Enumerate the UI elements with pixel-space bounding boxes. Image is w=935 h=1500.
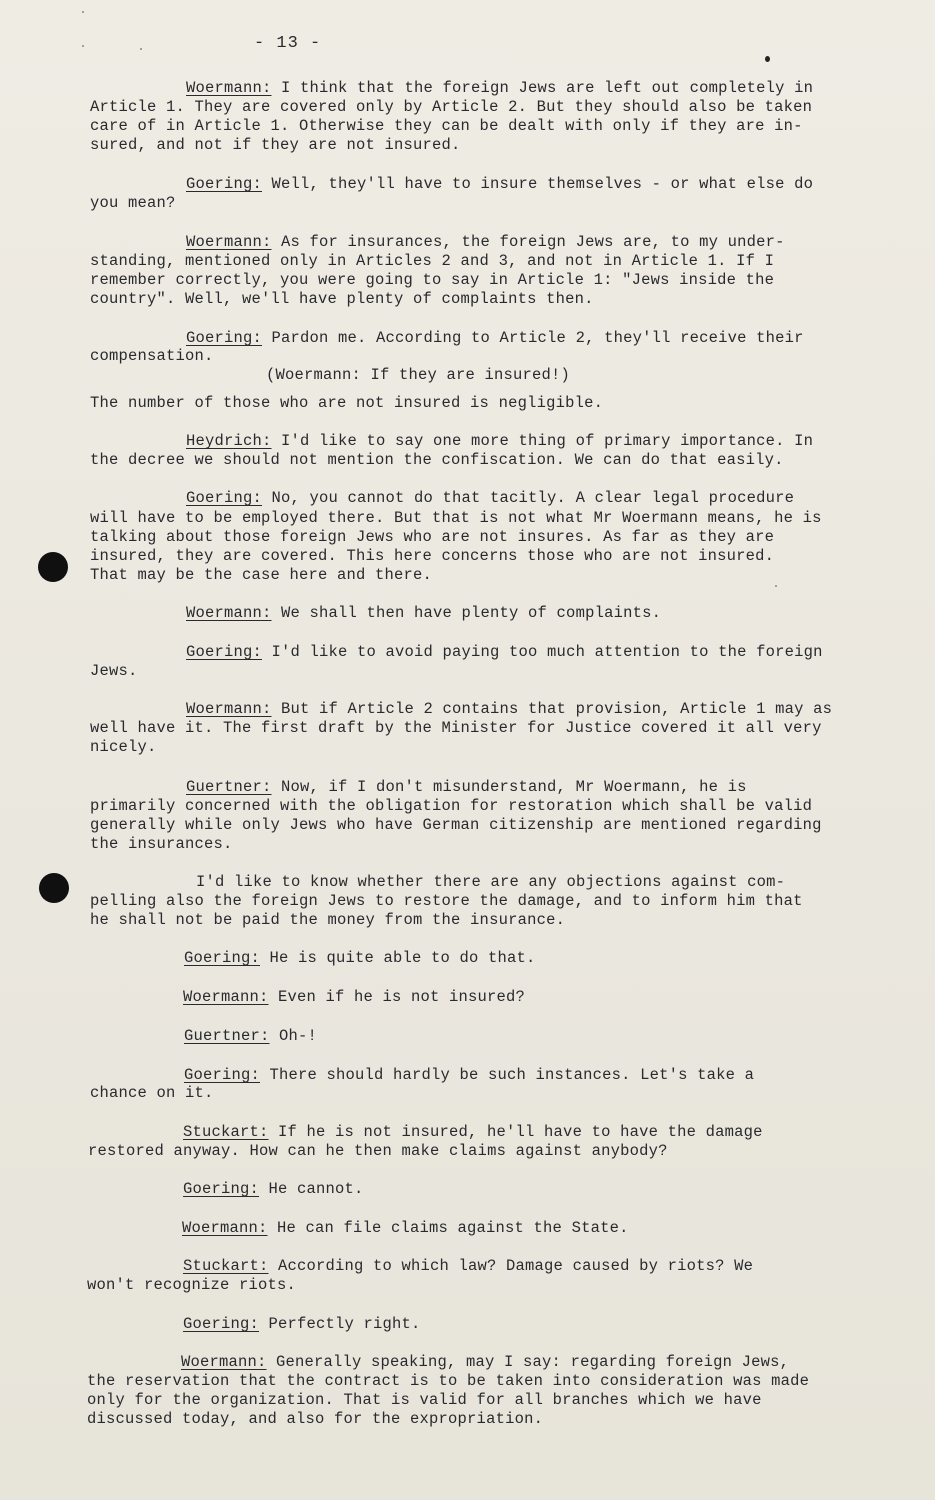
- dialogue-line: sured, and not if they are not insured.: [90, 136, 461, 154]
- dialogue-line: you mean?: [90, 194, 176, 212]
- dialogue-line: care of in Article 1. Otherwise they can be dealt with only if they are in-: [90, 117, 803, 135]
- dialogue-line: country". Well, we'll have plenty of complaints then.: [90, 290, 594, 308]
- speaker-label: Goering:: [184, 949, 261, 967]
- dialogue-line: Goering: Perfectly right.: [183, 1315, 421, 1333]
- dialogue-line: Woermann: He can file claims against the State.: [182, 1219, 629, 1237]
- dialogue-line: Stuckart: According to which law? Damage caused by riots? We: [183, 1257, 754, 1275]
- page-number: - 13 -: [254, 34, 322, 53]
- dialogue-line: remember correctly, you were going to say in Article 1: "Jews inside the: [90, 271, 775, 289]
- dialogue-line: the reservation that the contract is to be taken into consideration was made: [87, 1372, 810, 1390]
- dialogue-line: Goering: I'd like to avoid paying too much attention to the foreign: [186, 643, 823, 661]
- speaker-label: Woermann:: [186, 233, 272, 251]
- dialogue-line: pelling also the foreign Jews to restore the damage, and to inform him that: [90, 892, 803, 910]
- dialogue-line: The number of those who are not insured is negligible.: [90, 394, 604, 412]
- dialogue-line: talking about those foreign Jews who are not insures. As far as they are: [90, 528, 775, 546]
- dialogue-line: Goering: There should hardly be such instances. Let's take a: [184, 1066, 755, 1084]
- dialogue-line: Woermann: But if Article 2 contains that provision, Article 1 may as: [186, 700, 833, 718]
- speaker-label: Goering:: [186, 329, 263, 347]
- dialogue-line: Goering: He cannot.: [183, 1180, 364, 1198]
- dialogue-line: (Woermann: If they are insured!): [266, 366, 571, 384]
- punch-hole-upper: [38, 552, 68, 582]
- speaker-label: Goering:: [186, 643, 263, 661]
- dialogue-line: chance on it.: [90, 1084, 214, 1102]
- ink-mark: [765, 56, 770, 62]
- speaker-label: Goering:: [184, 1066, 261, 1084]
- dialogue-line: Woermann: I think that the foreign Jews are left out completely in: [186, 79, 814, 97]
- dialogue-line: nicely.: [90, 738, 157, 756]
- dialogue-line: restored anyway. How can he then make claims against anybody?: [88, 1142, 668, 1160]
- dialogue-line: Woermann: As for insurances, the foreign Jews are, to my under-: [186, 233, 785, 251]
- speaker-label: Goering:: [183, 1315, 260, 1333]
- speaker-label: Guertner:: [184, 1027, 270, 1045]
- dialogue-line: I'd like to know whether there are any objections against com-: [196, 873, 786, 891]
- dialogue-line: Stuckart: If he is not insured, he'll have to have the damage: [183, 1123, 763, 1141]
- speaker-label: Goering:: [186, 175, 263, 193]
- speaker-label: Woermann:: [183, 988, 269, 1006]
- dialogue-line: the insurances.: [90, 835, 233, 853]
- dialogue-line: Goering: He is quite able to do that.: [184, 949, 536, 967]
- dialogue-line: Woermann: We shall then have plenty of complaints.: [186, 604, 662, 622]
- speaker-label: Woermann:: [186, 700, 272, 718]
- dialogue-line: he shall not be paid the money from the insurance.: [90, 911, 566, 929]
- punch-hole-lower: [39, 873, 69, 903]
- paper-speck: [82, 45, 84, 47]
- dialogue-line: Goering: Pardon me. According to Article 2, they'll receive their: [186, 329, 804, 347]
- dialogue-line: Guertner: Oh-!: [184, 1027, 318, 1045]
- dialogue-line: insured, they are covered. This here concerns those who are not insured.: [90, 547, 775, 565]
- dialogue-line: Woermann: Generally speaking, may I say: regarding foreign Jews,: [181, 1353, 790, 1371]
- dialogue-line: generally while only Jews who have German citizenship are mentioned regarding: [90, 816, 822, 834]
- dialogue-line: standing, mentioned only in Articles 2 and 3, and not in Article 1. If I: [90, 252, 775, 270]
- speaker-label: Heydrich:: [186, 432, 272, 450]
- dialogue-line: Heydrich: I'd like to say one more thing of primary importance. In: [186, 432, 814, 450]
- dialogue-line: That may be the case here and there.: [90, 566, 433, 584]
- paper-speck: [140, 48, 142, 50]
- dialogue-line: compensation.: [90, 347, 214, 365]
- paper-speck: [775, 585, 777, 587]
- dialogue-line: well have it. The first draft by the Minister for Justice covered it all very: [90, 719, 822, 737]
- dialogue-line: Article 1. They are covered only by Article 2. But they should also be taken: [90, 98, 813, 116]
- dialogue-line: will have to be employed there. But that is not what Mr Woermann means, he is: [90, 509, 822, 527]
- speaker-label: Woermann:: [186, 604, 272, 622]
- dialogue-line: Goering: Well, they'll have to insure themselves - or what else do: [186, 175, 814, 193]
- dialogue-line: Goering: No, you cannot do that tacitly. A clear legal procedure: [186, 489, 795, 507]
- dialogue-line: the decree we should not mention the confiscation. We can do that easily.: [90, 451, 784, 469]
- dialogue-line: Guertner: Now, if I don't misunderstand, Mr Woermann, he is: [186, 778, 747, 796]
- speaker-label: (Woermann:: [266, 366, 362, 384]
- dialogue-line: primarily concerned with the obligation for restoration which shall be valid: [90, 797, 813, 815]
- speaker-label: Goering:: [186, 489, 263, 507]
- speaker-label: Woermann:: [182, 1219, 268, 1237]
- dialogue-line: Jews.: [90, 662, 138, 680]
- speaker-label: Guertner:: [186, 778, 272, 796]
- dialogue-line: only for the organization. That is valid for all branches which we have: [87, 1391, 762, 1409]
- speaker-label: Goering:: [183, 1180, 260, 1198]
- dialogue-line: won't recognize riots.: [87, 1276, 297, 1294]
- speaker-label: Stuckart:: [183, 1123, 269, 1141]
- speaker-label: Woermann:: [181, 1353, 267, 1371]
- dialogue-line: discussed today, and also for the expropriation.: [87, 1410, 544, 1428]
- dialogue-line: Woermann: Even if he is not insured?: [183, 988, 526, 1006]
- speaker-label: Stuckart:: [183, 1257, 269, 1275]
- paper-speck: [82, 11, 84, 13]
- speaker-label: Woermann:: [186, 79, 272, 97]
